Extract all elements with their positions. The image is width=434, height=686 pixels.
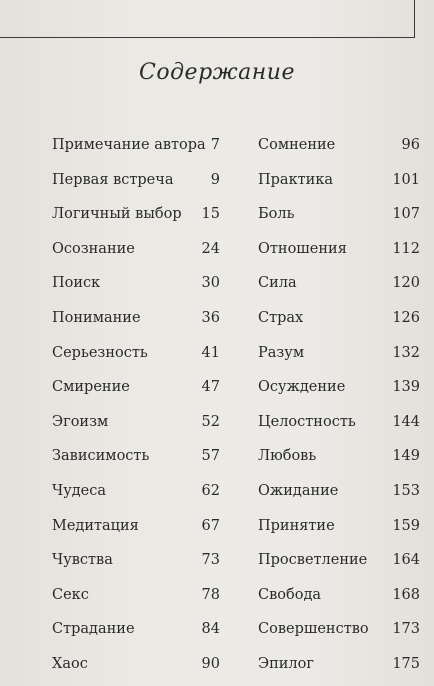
toc-entry-page-number: 132 xyxy=(392,344,420,361)
toc-entry-page-number: 7 xyxy=(210,137,220,153)
toc-entry-page-number: 30 xyxy=(201,275,220,292)
toc-entry-title: Медитация xyxy=(52,517,139,534)
toc-entry xyxy=(52,548,220,572)
toc-entry-title: Секс xyxy=(52,586,89,603)
toc-entry-page-number: 126 xyxy=(392,310,420,326)
toc-entry xyxy=(52,202,220,226)
toc-entry xyxy=(258,202,420,226)
header-rule xyxy=(0,0,415,38)
toc-entry-title: Страх xyxy=(258,310,304,326)
toc-entry-title: Серьезность xyxy=(52,344,148,361)
toc-entry-title: Отношения xyxy=(258,240,347,257)
toc-entry-title: Чувства xyxy=(52,552,113,569)
toc-entry-page-number: 153 xyxy=(392,483,420,499)
toc-entry xyxy=(258,271,420,295)
toc-entry xyxy=(52,479,220,503)
toc-entry-page-number: 164 xyxy=(392,552,420,569)
toc-entry xyxy=(52,410,220,434)
toc-entry xyxy=(52,652,220,676)
toc-entry-page-number: 36 xyxy=(201,310,220,326)
toc-entry-page-number: 62 xyxy=(201,483,220,499)
toc-entry xyxy=(52,444,220,468)
toc-entry-title: Целостность xyxy=(258,413,356,430)
toc-entry xyxy=(258,652,420,676)
toc-entry-title: Свобода xyxy=(258,586,322,603)
toc-entry xyxy=(258,444,420,468)
toc-entry-title: Принятие xyxy=(258,517,335,534)
toc-entry-page-number: 96 xyxy=(401,137,420,153)
toc-entry-page-number: 112 xyxy=(392,240,420,257)
toc-entry-title: Практика xyxy=(258,171,334,188)
toc-entry-page-number: 78 xyxy=(201,586,220,603)
toc-entry-title: Осуждение xyxy=(258,379,346,396)
toc-entry-title: Сила xyxy=(258,275,297,292)
toc-entry-page-number: 67 xyxy=(201,517,220,534)
toc-entry-page-number: 24 xyxy=(201,240,220,257)
toc-entry-page-number: 57 xyxy=(201,448,220,465)
table-of-contents xyxy=(52,133,420,673)
toc-entry xyxy=(52,375,220,399)
toc-entry-title: Эгоизм xyxy=(52,413,109,430)
toc-entry xyxy=(52,306,220,330)
toc-entry-title: Разум xyxy=(258,344,305,361)
toc-entry-page-number: 52 xyxy=(201,413,220,430)
toc-entry xyxy=(258,375,420,399)
toc-entry-page-number: 159 xyxy=(392,517,420,534)
toc-entry-title: Совершенство xyxy=(258,621,369,638)
toc-entry-page-number: 175 xyxy=(392,656,420,672)
toc-entry-title: Осознание xyxy=(52,240,135,257)
toc-entry-title: Чудеса xyxy=(52,483,107,499)
toc-entry-title: Зависимость xyxy=(52,448,150,465)
toc-entry xyxy=(258,583,420,607)
toc-entry-page-number: 139 xyxy=(392,379,420,396)
toc-entry xyxy=(258,237,420,261)
toc-entry xyxy=(258,548,420,572)
toc-entry-title: Примечание автора xyxy=(52,137,206,153)
toc-entry xyxy=(258,617,420,641)
toc-entry-title: Любовь xyxy=(258,448,317,465)
toc-entry xyxy=(258,306,420,330)
toc-entry-title: Поиск xyxy=(52,275,101,292)
toc-entry xyxy=(52,237,220,261)
toc-entry xyxy=(52,168,220,192)
toc-entry-page-number: 120 xyxy=(392,275,420,292)
toc-entry xyxy=(52,514,220,538)
toc-entry-page-number: 101 xyxy=(392,171,420,188)
toc-entry-title: Боль xyxy=(258,206,295,223)
toc-entry-title: Эпилог xyxy=(258,656,314,672)
toc-entry-page-number: 73 xyxy=(201,552,220,569)
toc-entry xyxy=(52,133,220,157)
toc-entry xyxy=(258,168,420,192)
toc-entry xyxy=(258,479,420,503)
toc-entry-title: Понимание xyxy=(52,310,141,326)
toc-entry-title: Первая встреча xyxy=(52,171,174,188)
toc-entry-title: Смирение xyxy=(52,379,130,396)
toc-entry-page-number: 84 xyxy=(201,621,220,638)
toc-entry xyxy=(52,341,220,365)
toc-entry xyxy=(52,617,220,641)
toc-entry-title: Страдание xyxy=(52,621,135,638)
toc-entry-page-number: 173 xyxy=(392,621,420,638)
page-title: Содержание xyxy=(139,60,295,85)
toc-entry-page-number: 41 xyxy=(201,344,220,361)
toc-entry-page-number: 168 xyxy=(392,586,420,603)
toc-entry-page-number: 15 xyxy=(201,206,220,223)
toc-entry-page-number: 9 xyxy=(210,171,220,188)
toc-entry-page-number: 107 xyxy=(392,206,420,223)
toc-entry-title: Логичный выбор xyxy=(52,206,182,223)
toc-entry-page-number: 47 xyxy=(201,379,220,396)
toc-entry xyxy=(258,341,420,365)
toc-entry-title: Сомнение xyxy=(258,137,336,153)
toc-entry xyxy=(258,133,420,157)
toc-entry-page-number: 144 xyxy=(392,413,420,430)
toc-entry xyxy=(52,271,220,295)
toc-entry xyxy=(52,583,220,607)
toc-entry-title: Просветление xyxy=(258,552,368,569)
toc-entry-title: Хаос xyxy=(52,656,88,672)
toc-entry-page-number: 90 xyxy=(201,656,220,672)
toc-entry-page-number: 149 xyxy=(392,448,420,465)
toc-entry-title: Ожидание xyxy=(258,483,339,499)
toc-entry xyxy=(258,514,420,538)
toc-entry xyxy=(258,410,420,434)
